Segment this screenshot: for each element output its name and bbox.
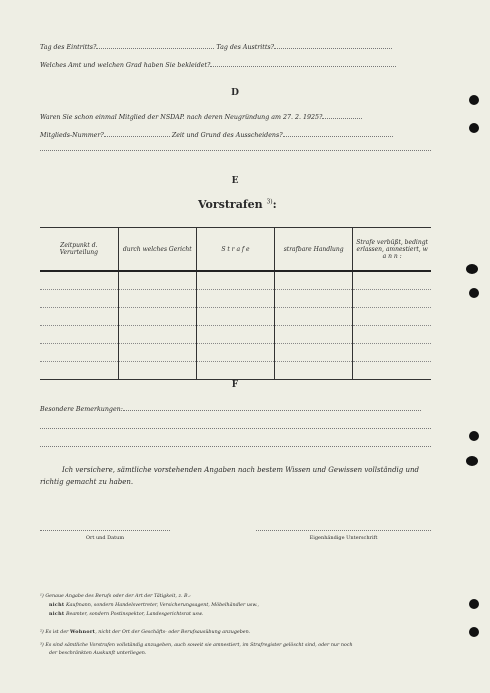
punch-hole: [469, 288, 479, 298]
table-cell[interactable]: [353, 271, 431, 290]
table-cell[interactable]: [40, 362, 118, 380]
table-cell[interactable]: [196, 326, 274, 344]
col-court: durch welches Gericht: [118, 228, 196, 272]
table-cell[interactable]: [40, 290, 118, 308]
exit-date-label: Tag des Austritts?: [216, 44, 274, 51]
entry-date-row: [40, 42, 392, 51]
table-cell[interactable]: [275, 308, 353, 326]
footnote-3: [40, 642, 353, 658]
table-cell[interactable]: [40, 308, 118, 326]
member-number-label: Mitglieds-Nummer?: [40, 132, 104, 139]
table-row: [40, 362, 431, 380]
punch-hole: [466, 264, 478, 274]
footnote-1-line-3: [40, 610, 259, 619]
remarks-label: Besondere Bemerkungen:: [40, 406, 123, 413]
punch-hole: [469, 123, 479, 133]
remarks-row: [40, 404, 421, 413]
table-cell[interactable]: [196, 362, 274, 380]
section-d-heading: D: [231, 88, 239, 98]
leaving-reason-field[interactable]: [283, 130, 393, 137]
emphasis-nicht: nicht: [49, 602, 65, 608]
table-cell[interactable]: [275, 362, 353, 380]
remarks-line-2[interactable]: [40, 428, 431, 429]
leaving-reason-label: Zeit und Grund des Ausscheidens?: [171, 132, 283, 139]
place-date-caption: Ort und Datum: [85, 535, 125, 541]
col-offense: strafbare Handlung: [275, 228, 353, 272]
membership-question-label: Waren Sie schon einmal Mitglied der NSDAP. nach deren Neugründung am 27. 2. 1925?: [40, 114, 323, 121]
footnote-3-line-1: ³) Es sind sämtliche Vorstrafen vollständig anzugeben, auch soweit sie amnestiert, im Strafregister gelöscht sind, oder nur noch: [40, 643, 353, 648]
remarks-field[interactable]: [123, 404, 421, 411]
table-cell[interactable]: [118, 362, 196, 380]
footnote-1-line-3-text: Beamter, sondern Postinspektor, Landesgerichtsrat usw.: [64, 612, 204, 617]
table-cell[interactable]: [118, 308, 196, 326]
col-date-of-conviction: Zeitpunkt d. Verurteilung: [40, 228, 118, 272]
signature-field[interactable]: [256, 530, 431, 531]
table-cell[interactable]: [40, 271, 118, 290]
table-row: [40, 326, 431, 344]
remarks-line-3[interactable]: [40, 446, 431, 447]
table-header-row: [40, 228, 431, 272]
member-number-field[interactable]: [104, 130, 170, 137]
footnote-2-post: , nicht der Ort der Geschäfts- oder Berufsausübung anzugeben.: [95, 630, 251, 635]
office-rank-field[interactable]: [210, 60, 396, 67]
table-cell[interactable]: [353, 308, 431, 326]
footnote-2: [40, 628, 250, 637]
blank-answer-line[interactable]: [40, 150, 431, 151]
table-cell[interactable]: [40, 326, 118, 344]
table-cell[interactable]: [275, 326, 353, 344]
table-cell[interactable]: [196, 344, 274, 362]
exit-date-field[interactable]: [274, 42, 392, 49]
footnote-1-line-2-text: Kaufmann, sondern Handelsvertreter, Versicherungsagent, Möbelhändler usw.,: [64, 603, 259, 608]
title-colon: :: [272, 198, 277, 211]
declaration-text: Ich versichere, sämtliche vorstehenden Angaben nach bestem Wissen und Gewissen vollständig und richtig gemacht zu haben.: [40, 466, 419, 486]
office-rank-row: [40, 60, 396, 69]
emphasis-wohnort: Wohnort: [69, 629, 96, 635]
section-e-heading: E: [231, 176, 239, 186]
table-cell[interactable]: [40, 344, 118, 362]
footnote-3-mark: 3): [266, 198, 273, 206]
punch-hole: [466, 456, 478, 466]
footnote-2-pre: ²) Es ist der: [40, 630, 70, 635]
table-cell[interactable]: [196, 290, 274, 308]
punch-hole: [469, 431, 479, 441]
convictions-table: [40, 227, 431, 380]
table-cell[interactable]: [353, 344, 431, 362]
table-cell[interactable]: [353, 290, 431, 308]
entry-date-label: Tag des Eintritts?: [40, 44, 97, 51]
punch-hole: [469, 95, 479, 105]
member-number-row: [40, 130, 393, 139]
footnote-1-line-2: [40, 601, 259, 610]
office-rank-label: Welches Amt und welchen Grad haben Sie bekleidet?: [40, 62, 211, 69]
table-cell[interactable]: [118, 326, 196, 344]
section-f-heading: F: [231, 380, 239, 390]
table-row: [40, 308, 431, 326]
entry-date-field[interactable]: [96, 42, 214, 49]
table-row: [40, 290, 431, 308]
table-cell[interactable]: [196, 271, 274, 290]
table-cell[interactable]: [118, 290, 196, 308]
footnote-1: [40, 593, 259, 619]
col-sentence-status: Strafe verbüßt, bedingt erlassen, amnestiert, w a n n :: [353, 228, 431, 272]
punch-hole: [469, 627, 479, 637]
table-row: [40, 344, 431, 362]
footnote-1-line-1: ¹) Genaue Angabe des Berufs oder der Art der Tätigkeit, z. B.:: [40, 594, 191, 599]
table-cell[interactable]: [118, 271, 196, 290]
place-date-field[interactable]: [40, 530, 170, 531]
emphasis-nicht: nicht: [49, 611, 65, 617]
signature-caption: Eigenhändige Unterschrift: [309, 535, 378, 541]
title-text: Vorstrafen: [198, 198, 263, 211]
table-cell[interactable]: [275, 344, 353, 362]
table-cell[interactable]: [275, 290, 353, 308]
table-cell[interactable]: [275, 271, 353, 290]
table-row: [40, 271, 431, 290]
membership-question-row: [40, 112, 362, 121]
footnote-3-line-2: der beschränkten Auskunft unterliegen.: [49, 651, 147, 656]
membership-question-field[interactable]: [322, 112, 362, 119]
table-cell[interactable]: [353, 326, 431, 344]
table-cell[interactable]: [196, 308, 274, 326]
table-cell[interactable]: [118, 344, 196, 362]
previous-convictions-title: [198, 198, 277, 211]
punch-hole: [469, 599, 479, 609]
col-sentence: S t r a f e: [196, 228, 274, 272]
table-cell[interactable]: [353, 362, 431, 380]
